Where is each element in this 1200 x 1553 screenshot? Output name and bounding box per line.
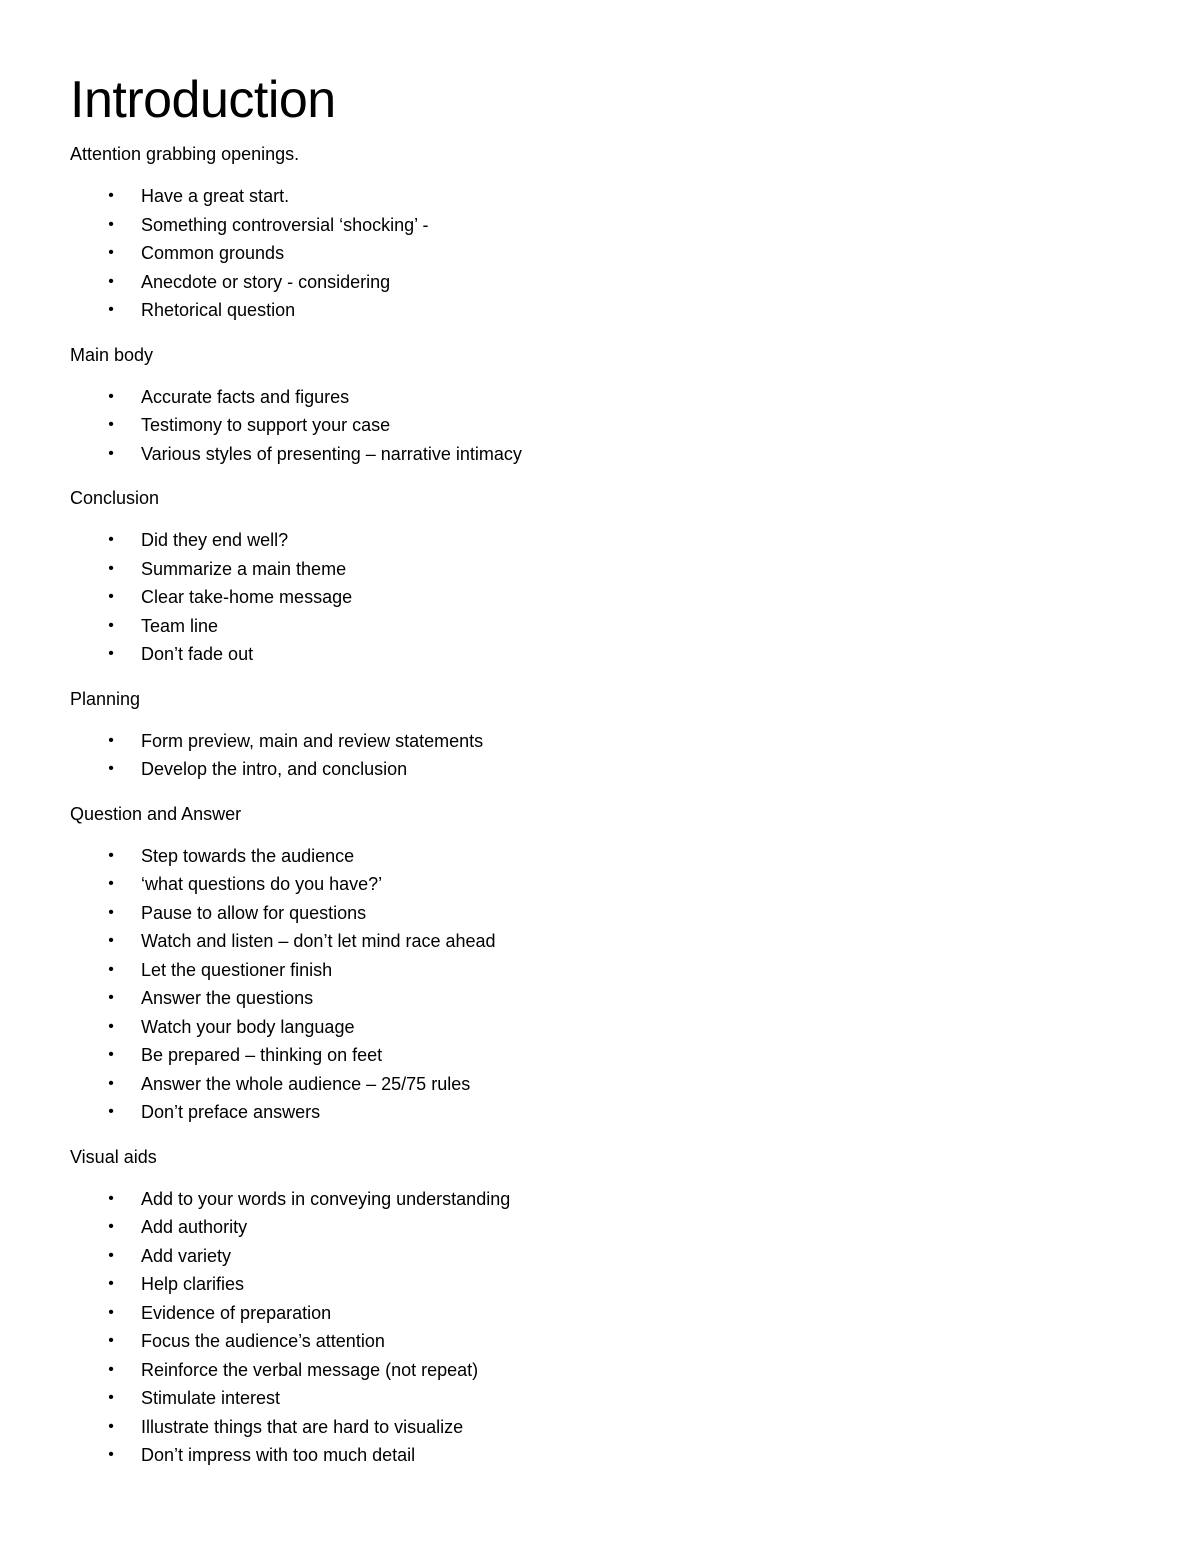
list-item-text: Evidence of preparation: [141, 1302, 332, 1323]
list-item: [70, 984, 1130, 1013]
list-item: [70, 842, 1130, 871]
list-item: [70, 870, 1130, 899]
bullet-list: [70, 526, 1130, 669]
list-item: [70, 1327, 1130, 1356]
list-item-text: Pause to allow for questions: [141, 902, 367, 923]
bullet-icon: •: [108, 645, 114, 662]
list-item: [70, 411, 1130, 440]
bullet-icon: •: [108, 1417, 114, 1435]
bullet-list: [70, 1185, 1130, 1470]
list-item: [70, 268, 1130, 297]
bullet-icon: •: [108, 903, 114, 921]
bullet-icon: •: [108, 588, 114, 605]
list-item: [70, 182, 1130, 211]
section-4: [70, 800, 1130, 1127]
section-heading: Question and Answer: [70, 803, 242, 824]
list-item-text: Add variety: [141, 1245, 232, 1266]
list-item-text: Help clarifies: [141, 1274, 245, 1294]
list-item: [70, 583, 1130, 612]
list-item: [70, 440, 1130, 469]
document-page: [70, 68, 1130, 1470]
list-item-text: Accurate facts and figures: [141, 386, 350, 407]
list-item-text: Form preview, main and review statements: [141, 730, 484, 751]
list-item-text: ‘what questions do you have?’: [141, 874, 383, 894]
bullet-icon: •: [108, 989, 114, 1006]
list-item: [70, 526, 1130, 555]
list-item-text: Add to your words in conveying understanding: [141, 1188, 511, 1209]
section-3: [70, 685, 1130, 784]
list-item: [70, 1070, 1130, 1099]
bullet-icon: •: [108, 1332, 114, 1349]
list-item-text: Add authority: [141, 1217, 248, 1237]
list-item: [70, 239, 1130, 268]
section-heading: Planning: [70, 688, 141, 709]
bullet-icon: •: [108, 1389, 114, 1406]
bullet-list: [70, 842, 1130, 1127]
list-item-text: Anecdote or story - considering: [141, 271, 391, 292]
list-item-text: Common grounds: [141, 243, 285, 263]
bullet-icon: •: [108, 960, 114, 978]
bullet-icon: •: [108, 1017, 114, 1035]
list-item-text: Summarize a main theme: [141, 558, 347, 579]
section-heading: Attention grabbing openings.: [70, 144, 300, 164]
list-item: [70, 1098, 1130, 1127]
bullet-icon: •: [108, 846, 114, 864]
document-title: Introduction: [70, 71, 336, 129]
list-item: [70, 211, 1130, 240]
section-1: [70, 341, 1130, 469]
bullet-icon: •: [108, 301, 114, 318]
bullet-icon: •: [108, 244, 114, 261]
list-item: [70, 1242, 1130, 1271]
list-item: [70, 1041, 1130, 1070]
list-item-text: Don’t fade out: [141, 644, 254, 664]
bullet-icon: •: [108, 1446, 114, 1463]
bullet-icon: •: [108, 1103, 114, 1120]
section-2: [70, 484, 1130, 669]
bullet-icon: •: [108, 1275, 114, 1292]
bullet-list: [70, 727, 1130, 784]
bullet-icon: •: [108, 187, 114, 204]
list-item: [70, 383, 1130, 412]
list-item-text: Develop the intro, and conclusion: [141, 759, 408, 779]
list-item: [70, 612, 1130, 641]
list-item: [70, 1185, 1130, 1214]
bullet-list: [70, 182, 1130, 325]
list-item: [70, 1213, 1130, 1242]
bullet-icon: •: [108, 1246, 114, 1264]
section-heading: Conclusion: [70, 488, 160, 508]
list-item: [70, 1384, 1130, 1413]
document-sections: [70, 140, 1130, 1470]
bullet-icon: •: [108, 416, 114, 433]
list-item-text: Answer the whole audience – 25/75 rules: [141, 1073, 471, 1094]
list-item: [70, 1013, 1130, 1042]
section-0: [70, 140, 1130, 325]
list-item-text: Step towards the audience: [141, 845, 355, 866]
bullet-icon: •: [108, 1046, 114, 1063]
bullet-icon: •: [108, 1360, 114, 1378]
list-item-text: Reinforce the verbal message (not repeat): [141, 1359, 479, 1380]
list-item: [70, 640, 1130, 669]
list-item-text: Don’t preface answers: [141, 1102, 321, 1122]
list-item-text: Illustrate things that are hard to visualize: [141, 1416, 464, 1437]
bullet-icon: •: [108, 1074, 114, 1092]
list-item-text: Team line: [141, 615, 219, 636]
list-item: [70, 899, 1130, 928]
bullet-icon: •: [108, 559, 114, 577]
bullet-list: [70, 383, 1130, 469]
list-item-text: Focus the audience’s attention: [141, 1331, 385, 1351]
bullet-icon: •: [108, 1189, 114, 1207]
list-item-text: Let the questioner finish: [141, 959, 333, 980]
list-item-text: Testimony to support your case: [141, 415, 391, 435]
list-item-text: Answer the questions: [141, 988, 314, 1008]
list-item: [70, 1356, 1130, 1385]
section-heading: Main body: [70, 344, 154, 365]
bullet-icon: •: [108, 387, 114, 405]
list-item: [70, 956, 1130, 985]
list-item: [70, 727, 1130, 756]
bullet-icon: •: [108, 731, 114, 749]
list-item: [70, 1270, 1130, 1299]
list-item-text: Stimulate interest: [141, 1388, 281, 1408]
list-item-text: Did they end well?: [141, 530, 289, 550]
list-item-text: Various styles of presenting – narrative intimacy: [141, 443, 522, 464]
bullet-icon: •: [108, 616, 114, 634]
list-item: [70, 755, 1130, 784]
bullet-icon: •: [108, 932, 114, 949]
list-item-text: Be prepared – thinking on feet: [141, 1045, 383, 1065]
list-item-text: Rhetorical question: [141, 300, 296, 320]
list-item: [70, 927, 1130, 956]
list-item: [70, 1299, 1130, 1328]
list-item: [70, 1413, 1130, 1442]
bullet-icon: •: [108, 531, 114, 548]
bullet-icon: •: [108, 1218, 114, 1235]
list-item: [70, 296, 1130, 325]
list-item-text: Watch and listen – don’t let mind race ahead: [141, 931, 496, 951]
list-item-text: Don’t impress with too much detail: [141, 1445, 416, 1465]
bullet-icon: •: [108, 215, 114, 233]
bullet-icon: •: [108, 444, 114, 462]
list-item-text: Have a great start.: [141, 186, 290, 206]
bullet-icon: •: [108, 875, 114, 892]
list-item-text: Watch your body language: [141, 1016, 355, 1037]
section-heading: Visual aids: [70, 1146, 157, 1167]
bullet-icon: •: [108, 1303, 114, 1321]
section-5: [70, 1143, 1130, 1470]
bullet-icon: •: [108, 760, 114, 777]
list-item: [70, 555, 1130, 584]
list-item: [70, 1441, 1130, 1470]
list-item-text: Something controversial ‘shocking’ -: [141, 214, 429, 235]
list-item-text: Clear take-home message: [141, 587, 353, 607]
bullet-icon: •: [108, 272, 114, 290]
